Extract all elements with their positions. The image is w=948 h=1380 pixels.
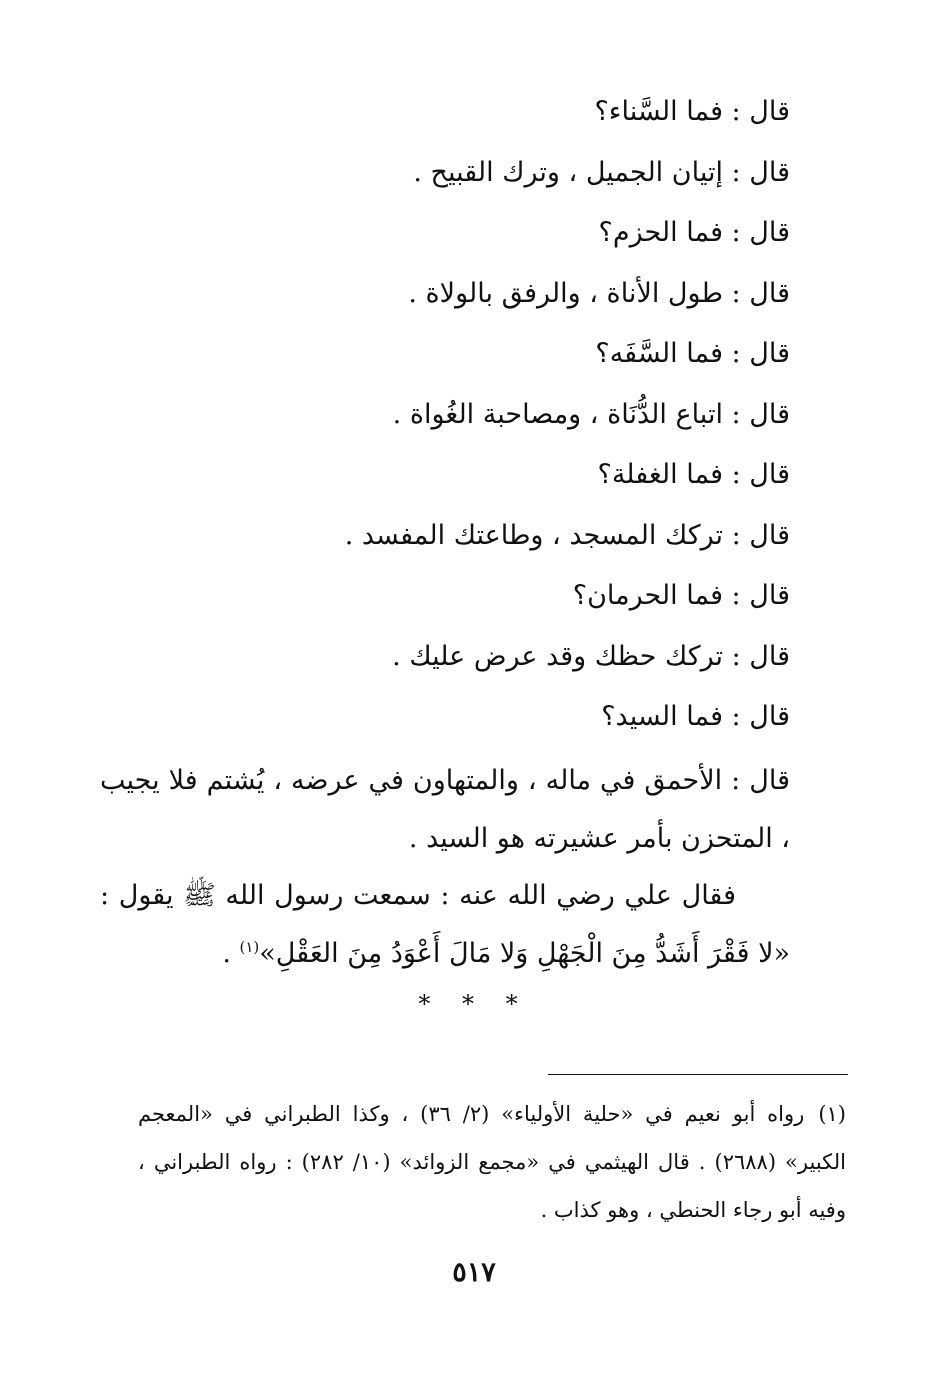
page-number: ٥١٧ bbox=[452, 1257, 496, 1288]
dialogue-line: قال : طول الأناة ، والرفق بالولاة . bbox=[408, 277, 790, 309]
dialogue-line: قال : فما السَّفَه؟ bbox=[595, 338, 790, 369]
footnote-divider bbox=[548, 1074, 848, 1075]
footnote bbox=[138, 1090, 846, 1234]
dialogue-block bbox=[100, 82, 790, 748]
hadith-text: فقال علي رضي الله عنه : سمعت رسول الله ﷺ يقول : «لا فَقْرَ أَشَدُّ مِنَ الْجَهْلِ وَلا مَالَ أَعْوَدُ مِنَ العَقْلِ» bbox=[100, 880, 790, 969]
dialogue-line: قال : إتيان الجميل ، وترك القبيح . bbox=[413, 156, 790, 188]
dialogue-line: قال : تركك المسجد ، وطاعتك المفسد . bbox=[344, 519, 790, 551]
footnote-text: رواه أبو نعيم في «حلية الأولياء» (٢/ ٣٦) ، وكذا الطبراني في «المعجم الكبير» (٢٦٨٨) . قال الهيثمي في «مجمع الزوائد» (١٠/ ٢٨٢) : رواه الطبراني ، وفيه أبو رجاء الحنطي ، وهو كذاب . bbox=[138, 1102, 846, 1222]
section-separator: * * * bbox=[418, 990, 530, 1018]
footnote-marker: (١) bbox=[818, 1102, 846, 1126]
hadith-paragraph bbox=[100, 867, 790, 983]
footnote-reference: (١) bbox=[239, 938, 260, 956]
dialogue-line: قال : اتباع الدُّنَاة ، ومصاحبة الغُواة . bbox=[392, 398, 790, 430]
dialogue-line: قال : فما السيد؟ bbox=[601, 701, 790, 732]
answer-paragraph: قال : الأحمق في ماله ، والمتهاون في عرضه ، يُشتم فلا يجيب ، المتحزن بأمر عشيرته هو السيد . bbox=[100, 765, 790, 854]
hadith-end: . bbox=[222, 938, 240, 969]
dialogue-line: قال : فما السَّناء؟ bbox=[594, 96, 790, 127]
dialogue-line: قال : فما الحزم؟ bbox=[598, 217, 790, 248]
dialogue-line: قال : فما الغفلة؟ bbox=[597, 459, 790, 490]
dialogue-line: قال : فما الحرمان؟ bbox=[572, 580, 790, 611]
dialogue-line: قال : تركك حظك وقد عرض عليك . bbox=[392, 640, 790, 672]
